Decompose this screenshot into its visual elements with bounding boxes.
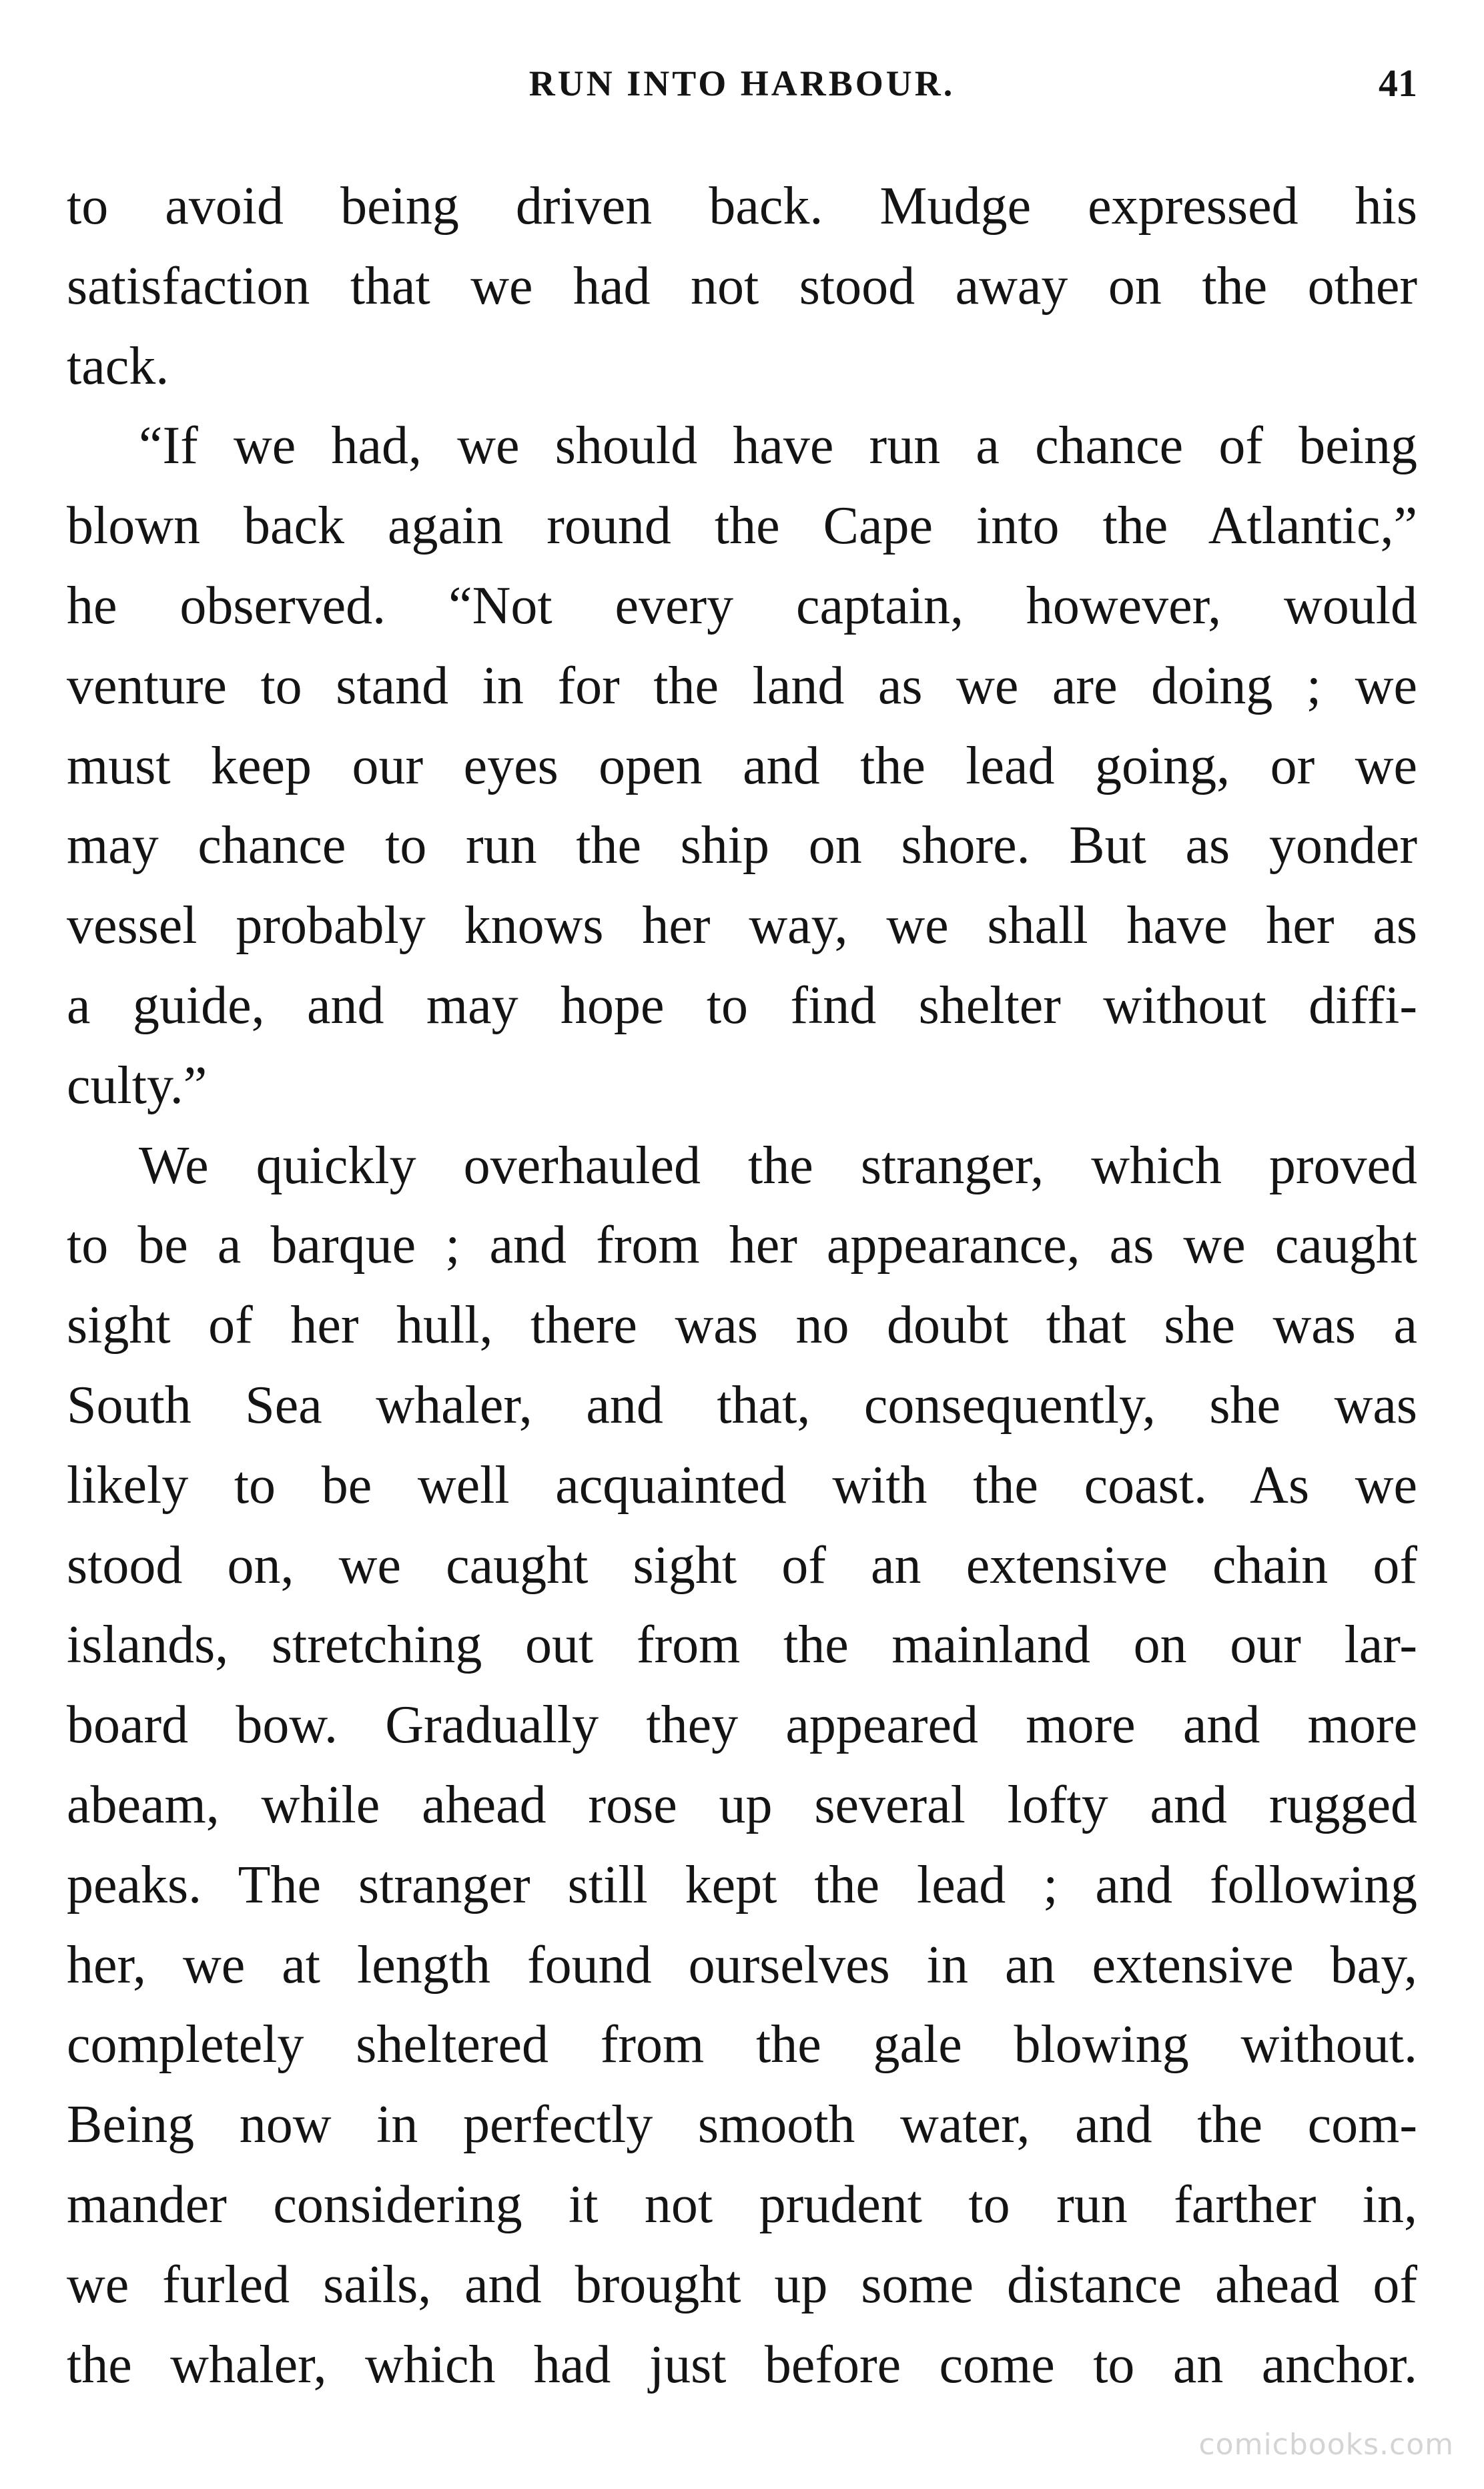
body-text (67, 167, 1417, 2405)
text-line: peaks. The stranger still kept the lead ; and following (67, 1855, 1417, 1914)
text-line: tack. (67, 336, 169, 396)
text-line: to be a barque ; and from her appearance, as we caught (67, 1216, 1417, 1275)
text-line: completely sheltered from the gale blowing without. (67, 2015, 1417, 2075)
text-line: sight of her hull, there was no doubt that she was a (67, 1296, 1417, 1355)
page-number: 41 (1379, 61, 1417, 105)
text-line: stood on, we caught sight of an extensive chain of (67, 1535, 1417, 1595)
text-line: may chance to run the ship on shore. But as yonder (67, 816, 1417, 875)
text-line: mander considering it not prudent to run farther in, (67, 2175, 1417, 2234)
text-line: South Sea whaler, and that, consequently, she was (67, 1375, 1417, 1435)
text-line: satisfaction that we had not stood away on the other (67, 256, 1417, 316)
text-line: vessel probably knows her way, we shall have her as (67, 896, 1417, 956)
text-line: likely to be well acquainted with the coast. As we (67, 1455, 1417, 1515)
watermark: comicbooks.com (1198, 2428, 1454, 2462)
text-line: board bow. Gradually they appeared more and more (67, 1696, 1417, 1755)
text-line: Being now in perfectly smooth water, and the com- (67, 2095, 1417, 2155)
text-line: we furled sails, and brought up some distance ahead of (67, 2255, 1417, 2314)
text-line: “If we had, we should have run a chance of being (139, 416, 1417, 476)
text-line: islands, stretching out from the mainland on our lar- (67, 1616, 1417, 1675)
text-line: culty.” (67, 1056, 208, 1115)
running-head (67, 53, 1417, 113)
running-title: RUN INTO HARBOUR. (528, 63, 956, 103)
text-line: must keep our eyes open and the lead going, or we (67, 736, 1417, 795)
text-line: her, we at length found ourselves in an extensive bay, (67, 1935, 1417, 1995)
text-line: the whaler, which had just before come to an anchor. (67, 2335, 1417, 2394)
text-line: to avoid being driven back. Mudge expressed his (67, 177, 1417, 236)
text-line: venture to stand in for the land as we are doing ; we (67, 656, 1417, 715)
text-line: a guide, and may hope to find shelter without diffi- (67, 976, 1417, 1035)
text-line: abeam, while ahead rose up several lofty and rugged (67, 1775, 1417, 1834)
text-line: We quickly overhauled the stranger, which proved (139, 1136, 1417, 1195)
text-line: he observed. “Not every captain, however, would (67, 576, 1417, 635)
text-line: blown back again round the Cape into the Atlantic,” (67, 496, 1417, 556)
